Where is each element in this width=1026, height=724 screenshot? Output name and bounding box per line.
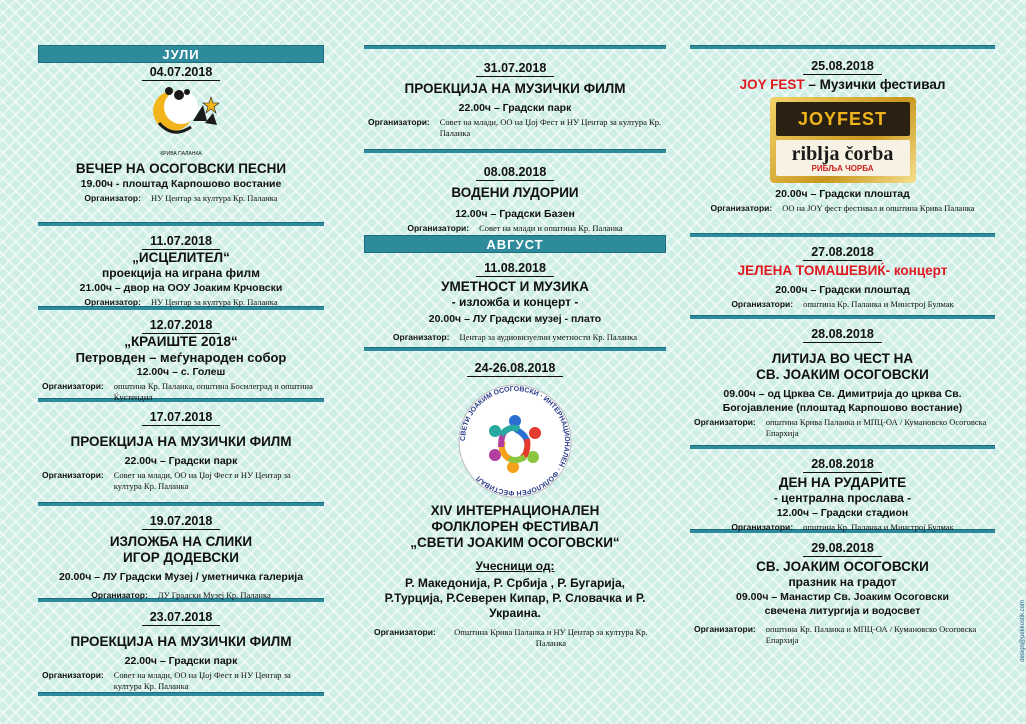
column-middle bbox=[364, 45, 666, 649]
event-date: 11.07.2018 bbox=[142, 234, 220, 250]
event-title bbox=[690, 263, 995, 279]
event-time-place: 20.00ч – ЛУ Градски музеј - плато bbox=[428, 313, 602, 325]
event-organizer bbox=[38, 668, 324, 695]
divider bbox=[38, 692, 324, 696]
event-time-place: 12.00ч – Градски Базен bbox=[455, 208, 575, 220]
event-time-place: 20.00ч – Градски плоштад bbox=[775, 188, 910, 200]
event-title: ПРОЕКЦИЈА НА МУЗИЧКИ ФИЛМ bbox=[70, 634, 292, 649]
organizer-label: Организатори: bbox=[694, 417, 756, 427]
event-title: ПРОЕКЦИЈА НА МУЗИЧКИ ФИЛМ bbox=[404, 81, 626, 96]
event-date: 24-26.08.2018 bbox=[467, 361, 564, 377]
organizer-label: Организатор: bbox=[84, 297, 141, 307]
event-time-place: 21.00ч – двор на ООУ Јоаким Крчовски bbox=[79, 282, 283, 294]
event-title: ИЗЛОЖБА НА СЛИКИ bbox=[109, 534, 253, 549]
event-time-place: 22.00ч – Градски парк bbox=[124, 455, 238, 467]
organizer-value: Совет на млади, ОО на Џој Фест и НУ Центар за култура Кр. Паланка bbox=[439, 117, 662, 138]
event-title bbox=[690, 77, 995, 93]
organizer-label: Организатори: bbox=[731, 522, 794, 532]
event-subtitle: ИГОР ДОДЕВСКИ bbox=[123, 550, 239, 565]
event-date: 17.07.2018 bbox=[142, 410, 221, 426]
event-date: 28.08.2018 bbox=[803, 327, 882, 343]
osogovo-songs-logo bbox=[38, 83, 324, 153]
event-time-place: 22.00ч – Градски парк bbox=[458, 102, 572, 114]
festival-title-line1: XIV ИНТЕРНАЦИОНАЛЕН bbox=[430, 503, 600, 518]
organizer-value: ОО на JOY фест фестивал и општина Крива Паланка bbox=[782, 203, 975, 213]
event-2408 bbox=[364, 351, 666, 649]
organizer-label: Организатор: bbox=[84, 193, 141, 203]
event-date: 12.07.2018 bbox=[142, 318, 221, 334]
event-date: 04.07.2018 bbox=[142, 65, 221, 81]
festival-title-line3: „СВЕТИ ЈОАКИМ ОСОГОВСКИ“ bbox=[410, 535, 620, 550]
event-date: 27.08.2018 bbox=[803, 245, 882, 261]
event-title-highlight: JOY FEST bbox=[739, 77, 805, 92]
organizer-label: Организатор: bbox=[91, 590, 148, 600]
organizer-value: Општина Крива Паланка и НУ Центар за култура Кр. Паланка bbox=[454, 627, 648, 648]
event-2508 bbox=[690, 49, 995, 233]
event-title-highlight: ЈЕЛЕНА ТОМАШЕВИЌ bbox=[737, 263, 886, 278]
organizer-value: ЛУ Градски Музеј Кр. Паланка bbox=[157, 590, 271, 600]
organizer-value: општина Кр. Паланка, општина Босилеград и општина Ќустендил bbox=[113, 381, 313, 402]
event-title: „КРАИШТЕ 2018“ bbox=[124, 334, 238, 349]
event-subtitle: Петровден – меѓународен собор bbox=[75, 350, 287, 365]
event-time-place: 20.00ч – ЛУ Градски Музеј / уметничка галерија bbox=[58, 571, 304, 583]
organizer-label: Организатори: bbox=[368, 117, 430, 127]
event-2808-miners bbox=[690, 449, 995, 532]
event-time-place: 19.00ч - плоштад Карпошово востание bbox=[80, 178, 282, 190]
organizer-label: Организатори: bbox=[42, 470, 104, 480]
moon-sun-logo-icon bbox=[133, 83, 229, 153]
event-1108 bbox=[364, 253, 666, 347]
organizer-label: Организатори: bbox=[710, 203, 773, 213]
event-title: „ИСЦЕЛИТЕЛ“ bbox=[132, 250, 230, 265]
organizer-value: Центар за аудиовизуелни уметности Кр. Паланка bbox=[459, 332, 638, 342]
event-2908 bbox=[690, 533, 995, 649]
event-title: ВОДЕНИ ЛУДОРИИ bbox=[451, 185, 579, 200]
organizer-value: НУ Центар за култура Кр. Паланка bbox=[150, 297, 278, 307]
column-july bbox=[38, 45, 324, 696]
event-date: 28.08.2018 bbox=[803, 457, 882, 473]
event-title: ВЕЧЕР НА ОСОГОВСКИ ПЕСНИ bbox=[75, 161, 287, 176]
event-title-line1: ЛИТИЈА ВО ЧЕСТ НА bbox=[771, 351, 914, 366]
joyfest-logo: JOYFEST bbox=[776, 102, 910, 136]
event-date: 23.07.2018 bbox=[142, 610, 221, 626]
event-date: 31.07.2018 bbox=[476, 61, 555, 77]
event-organizer bbox=[690, 622, 995, 649]
organizer-value: НУ Центар за култура Кр. Паланка bbox=[150, 193, 278, 203]
event-0808 bbox=[364, 153, 666, 235]
event-time-place: 09.00ч – Манастир Св. Јоаким Осоговски bbox=[736, 591, 949, 603]
organizer-value: општина Кр. Паланка и Минстрој Булмак bbox=[803, 299, 954, 309]
riblja-corba-cyrillic: РИБЉА ЧОРБА bbox=[811, 163, 874, 173]
event-2808-litija bbox=[690, 319, 995, 445]
event-organizer bbox=[690, 297, 995, 313]
organizer-value: општина Кр. Паланка и Минстрој Булмак bbox=[803, 522, 954, 532]
event-title-rest: – Музички фестивал bbox=[804, 77, 946, 92]
organizer-value: Совет на млади, ОО на Џој Фест и НУ Центар за култура Кр. Паланка bbox=[113, 470, 291, 491]
event-title-line2: СВ. ЈОАКИМ ОСОГОВСКИ bbox=[756, 367, 929, 382]
event-organizer bbox=[38, 191, 324, 207]
event-1707 bbox=[38, 402, 324, 502]
event-2708 bbox=[690, 237, 995, 315]
event-3107 bbox=[364, 49, 666, 149]
event-2307 bbox=[38, 602, 324, 692]
event-description: свечена литургија и водосвет bbox=[764, 605, 921, 617]
event-1207 bbox=[38, 310, 324, 402]
event-time-place: 12.00ч – с. Голеш bbox=[136, 366, 226, 378]
organizer-value: Совет на млади, ОО на Џој Фест и НУ Центар за култура Кр. Паланка bbox=[113, 670, 291, 691]
organizer-value: општина Крива Паланка и МПЦ-ОА / Кумановско Осоговска Епархија bbox=[765, 417, 987, 438]
event-organizer bbox=[364, 330, 666, 346]
event-title: ДЕН НА РУДАРИТЕ bbox=[778, 475, 907, 490]
designer-credit: design@pekkostik.com bbox=[1020, 600, 1026, 662]
organizer-label: Организатори: bbox=[42, 670, 104, 680]
organizer-value: Совет на млади и општина Кр. Паланка bbox=[479, 223, 623, 233]
festival-title-line2: ФОЛКЛОРЕН ФЕСТИВАЛ bbox=[431, 519, 599, 534]
event-date: 08.08.2018 bbox=[476, 165, 555, 181]
event-organizer bbox=[364, 115, 666, 142]
logo-ring-text: СВЕТИ ЈОАКИМ ОСОГОВСКИ · ИНТЕРНАЦИОНАЛЕН · ФОЛКЛОРЕН ФЕСТИВАЛ bbox=[459, 385, 571, 497]
event-1907 bbox=[38, 506, 324, 598]
event-1107 bbox=[38, 226, 324, 306]
event-subtitle: - централна прослава - bbox=[773, 491, 912, 505]
event-date: 29.08.2018 bbox=[803, 541, 882, 557]
event-subtitle: празник на градот bbox=[788, 575, 897, 589]
event-subtitle: проекција на играна филм bbox=[102, 266, 260, 280]
event-time-place: 09.00ч – од Црква Св. Димитрија до црква Св. Богојавление (плоштад Карпошово востание) bbox=[722, 388, 963, 414]
event-title-rest: - концерт bbox=[885, 263, 948, 278]
organizer-label: Организатори: bbox=[374, 627, 436, 637]
event-time-place: 22.00ч – Градски парк bbox=[124, 655, 238, 667]
month-header-august: АВГУСТ bbox=[364, 235, 666, 253]
event-date: 25.08.2018 bbox=[803, 59, 882, 75]
event-time-place: 20.00ч – Градски плоштад bbox=[775, 284, 910, 296]
event-subtitle: - изложба и концерт - bbox=[451, 295, 579, 309]
participants-label: Учесници од: bbox=[475, 559, 555, 573]
folklore-dancers-logo-icon bbox=[455, 383, 575, 499]
riblja-corba-logo bbox=[776, 140, 910, 176]
logo-caption: КРИВА ПАЛАНКА bbox=[160, 151, 202, 157]
organizer-label: Организатори: bbox=[731, 299, 794, 309]
organizer-label: Организатори: bbox=[694, 624, 756, 634]
event-organizer bbox=[690, 201, 995, 217]
event-date: 19.07.2018 bbox=[142, 514, 221, 530]
event-organizer bbox=[364, 627, 666, 649]
event-organizer bbox=[38, 468, 324, 495]
folklore-festival-logo bbox=[364, 383, 666, 499]
organizer-label: Организатори: bbox=[407, 223, 470, 233]
participants-list: Р. Македонија, Р. Србија , Р. Бугарија, Р.Турција, Р.Северен Кипар, Р. Словачка и Р. Украина. bbox=[384, 576, 646, 620]
column-right bbox=[690, 45, 995, 649]
organizer-label: Организатори: bbox=[42, 381, 104, 391]
event-title: УМЕТНОСТ И МУЗИКА bbox=[441, 279, 589, 294]
organizer-value: општина Кр. Паланка и МПЦ-ОА / Кумановско Осоговска Епархија bbox=[765, 624, 977, 645]
month-header-july: ЈУЛИ bbox=[38, 45, 324, 63]
event-date: 11.08.2018 bbox=[476, 261, 554, 277]
event-organizer bbox=[690, 415, 995, 442]
organizer-label: Организатор: bbox=[392, 332, 450, 342]
riblja-corba-text: riblja čorba bbox=[791, 142, 894, 165]
event-time-place: 12.00ч – Градски стадион bbox=[776, 507, 909, 519]
joyfest-poster bbox=[770, 97, 916, 183]
event-title: СВ. ЈОАКИМ ОСОГОВСКИ bbox=[756, 559, 929, 574]
event-0407 bbox=[38, 63, 324, 222]
event-title: ПРОЕКЦИЈА НА МУЗИЧКИ ФИЛМ bbox=[70, 434, 292, 449]
